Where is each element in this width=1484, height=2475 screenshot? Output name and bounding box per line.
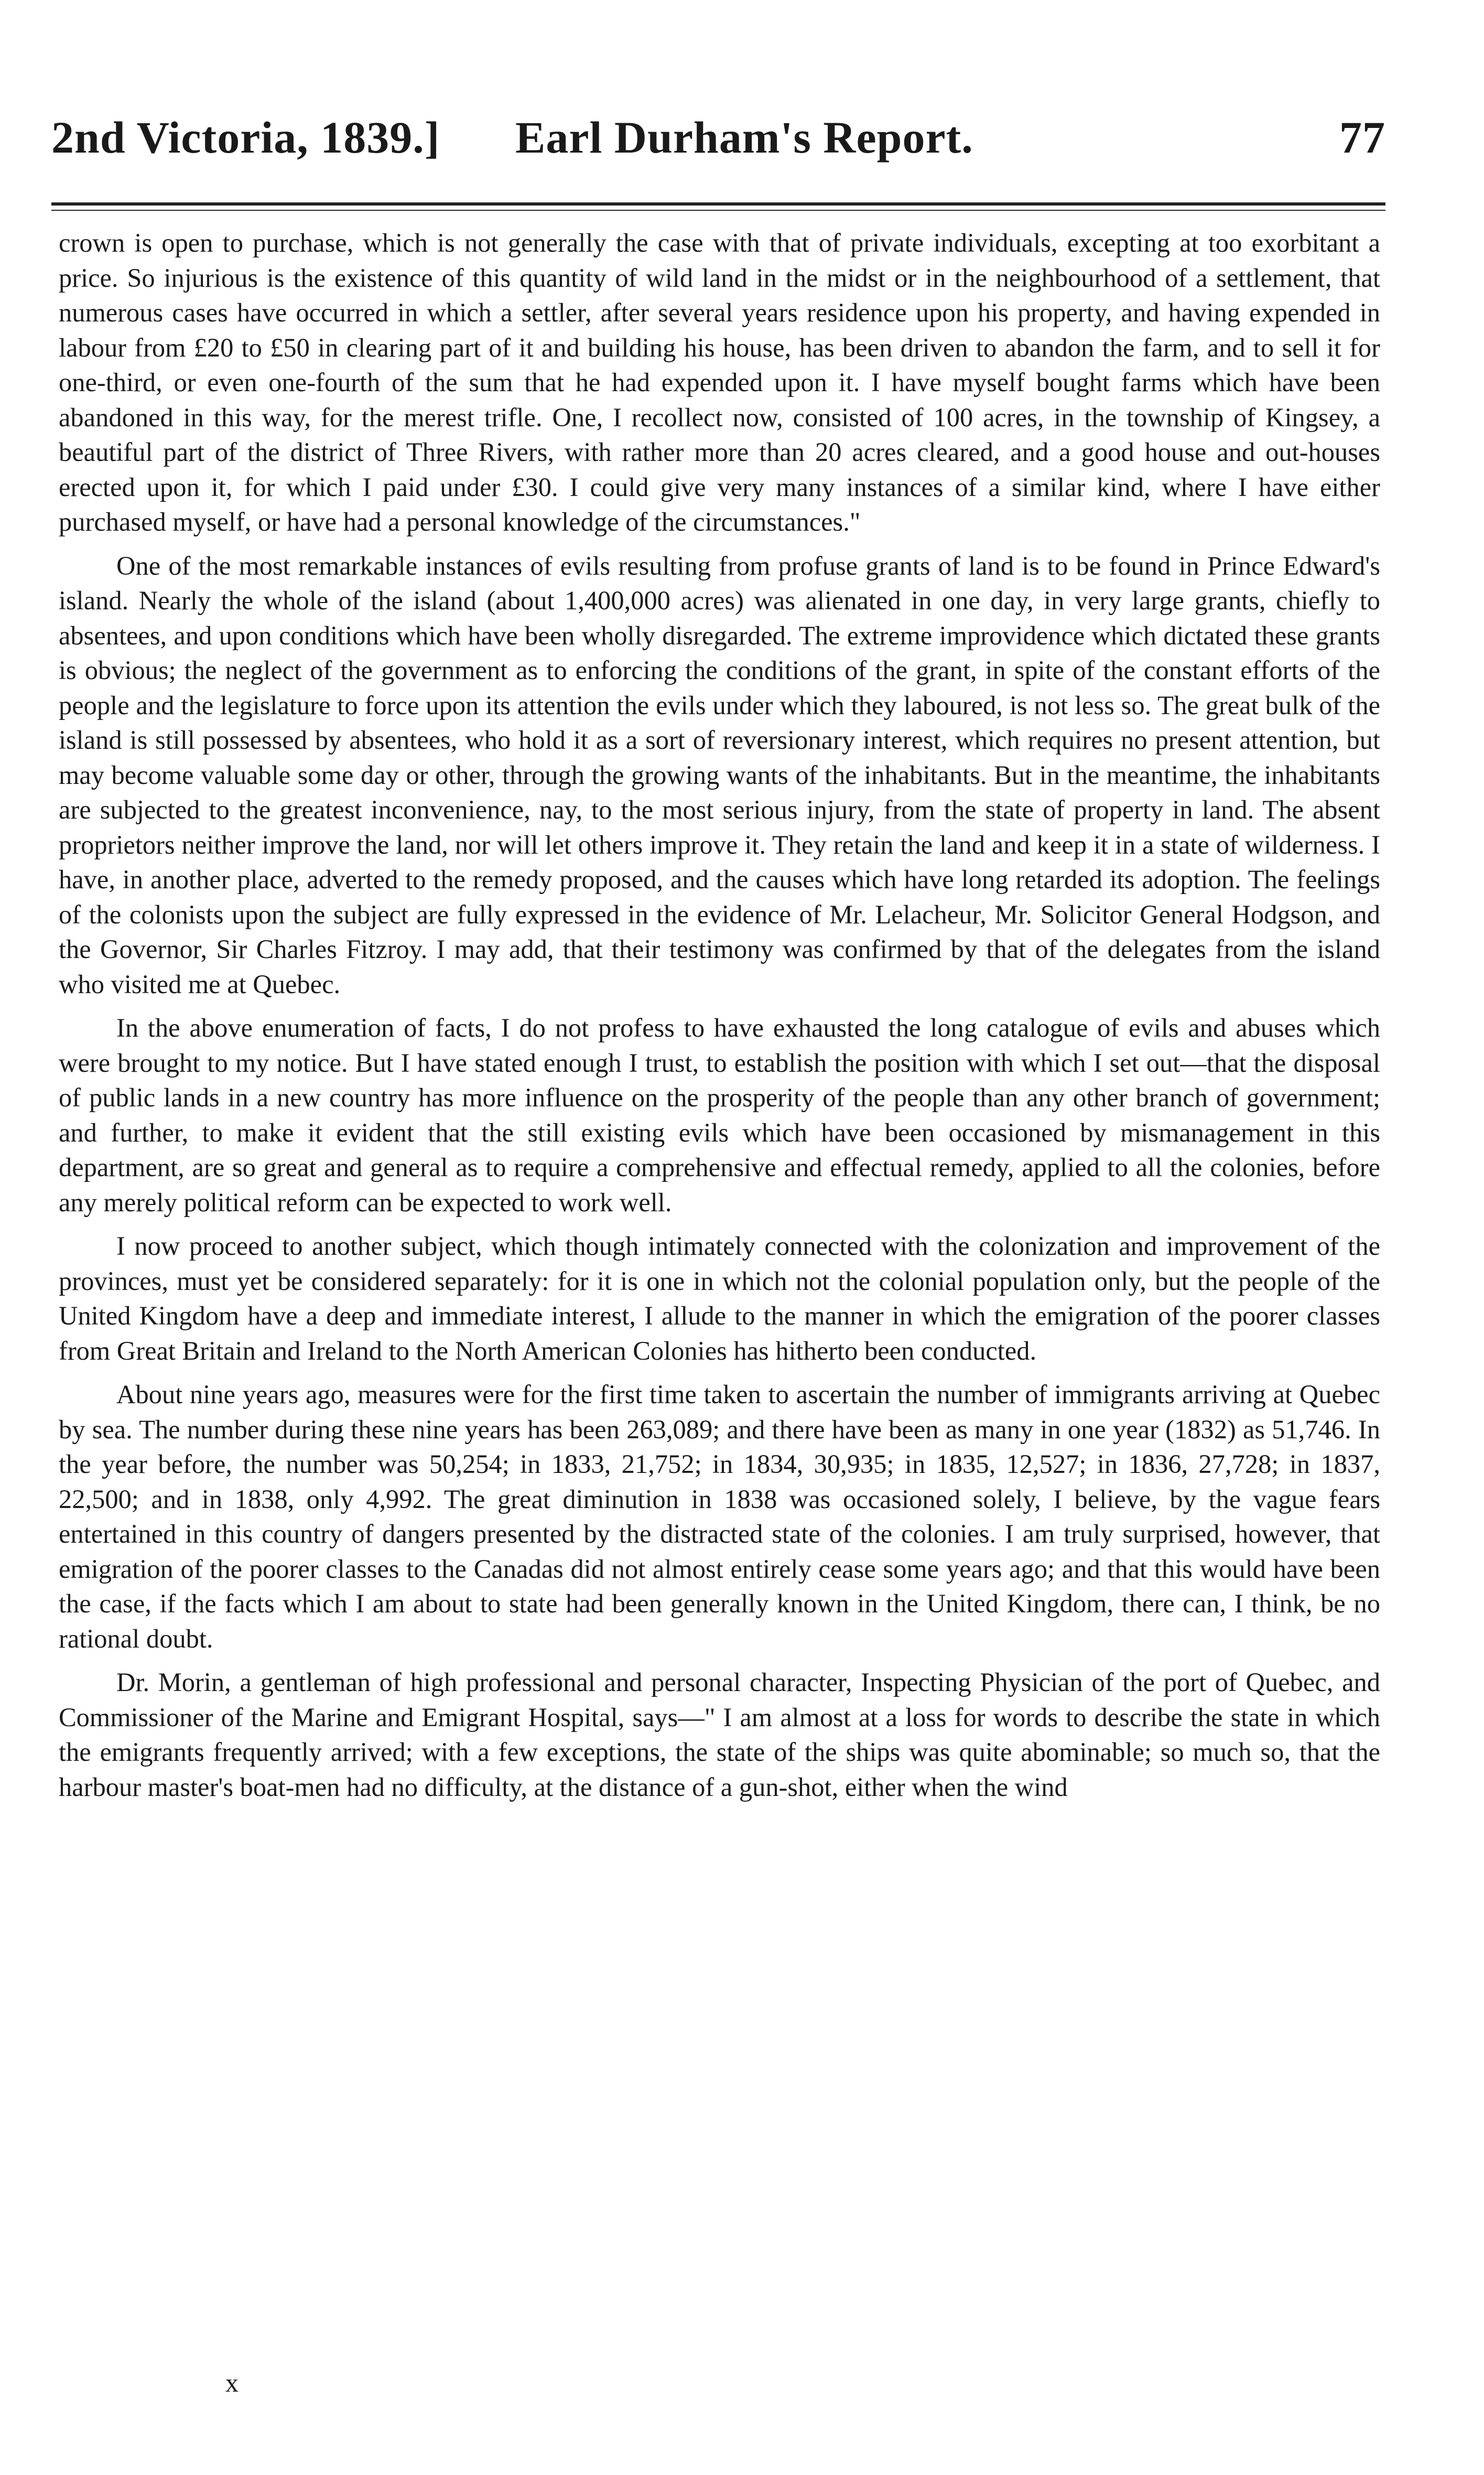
page-number: 77 bbox=[1339, 112, 1385, 163]
signature-mark: x bbox=[225, 2368, 240, 2397]
header-rule-thick bbox=[51, 202, 1385, 206]
paragraph-continued: crown is open to purchase, which is not generally the case with that of private individuals, excepting at too exorbitant a price. So injurious is the existence of this quantity of wild land in the midst or in the neighbourhood of a settlement, that numerous cases have occurred in which a settler, after several years residence upon his property, and having expended in labour from £20 to £50 in clearing part of it and building his house, has been driven to abandon the farm, and to sell it for one-third, or even one-fourth of the sum that he had expended upon it. I have myself bought farms which have been abandoned in this way, for the merest trifle. One, I recollect now, consisted of 100 acres, in the township of Kingsey, a beautiful part of the district of Three Rivers, with rather more than 20 acres cleared, and a good house and out-houses erected upon it, for which I paid under £30. I could give very many instances of a similar kind, where I have either purchased myself, or have had a personal knowledge of the circumstances." bbox=[59, 228, 1380, 536]
running-head bbox=[51, 111, 1385, 169]
paragraph-dr-morin: Dr. Morin, a gentleman of high professional and personal character, Inspecting Physician of the port of Quebec, and Commissioner of the Marine and Emigrant Hospital, says—" I am almost at a loss for words to describe the state in which the emigrants frequently arrived; with a few exceptions, the state of the ships was quite abominable; so much so, that the harbour master's boat-men had no difficulty, at the distance of a gun-shot, either when the wind bbox=[59, 1667, 1380, 1802]
paragraph-prince-edward-island: One of the most remarkable instances of evils resulting from profuse grants of land is to be found in Prince Edward's island. Nearly the whole of the island (about 1,400,000 acres) was alienated in one day, in very large grants, chiefly to absentees, and upon conditions which have been wholly disregarded. The extreme improvidence which dictated these grants is obvious; the neglect of the government as to enforcing the conditions of the grant, in spite of the constant efforts of the people and the legislature to force upon its attention the evils under which they laboured, is not less so. The great bulk of the island is still possessed by absentees, who hold it as a sort of reversionary interest, which requires no present attention, but may become valuable some day or other, through the growing wants of the inhabitants. But in the meantime, the inhabitants are subjected to the greatest inconvenience, nay, to the most serious injury, from the state of property in land. The absent proprietors neither improve the land, nor will let others improve it. They retain the land and keep it in a state of wilderness. I have, in another place, adverted to the remedy proposed, and the causes which have long retarded its adoption. The feelings of the colonists upon the subject are fully expressed in the evidence of Mr. Lelacheur, Mr. Solicitor General Hodgson, and the Governor, Sir Charles Fitzroy. I may add, that their testimony was confirmed by that of the delegates from the island who visited me at Quebec. bbox=[59, 551, 1380, 999]
paragraph-enumeration-of-facts: In the above enumeration of facts, I do not profess to have exhausted the long catalogue of evils and abuses which were brought to my notice. But I have stated enough I trust, to establish the position with which I set out—that the disposal of public lands in a new country has more influence on the prosperity of the people than any other branch of government; and further, to make it evident that the still existing evils which have been occasioned by mismanagement in this department, are so great and general as to require a comprehensive and effectual remedy, applied to all the colonies, before any merely political reform can be expected to work well. bbox=[59, 1013, 1380, 1217]
header-date: 2nd Victoria, 1839.] bbox=[51, 112, 440, 163]
body-text bbox=[59, 225, 1380, 1813]
header-rule-thin bbox=[51, 210, 1385, 211]
header-title: Earl Durham's Report. bbox=[515, 112, 973, 163]
paragraph-emigration-subject: I now proceed to another subject, which though intimately connected with the colonization and improvement of the provinces, must yet be considered separately: for it is one in which not the colonial population only, but the people of the United Kingdom have a deep and immediate interest, I allude to the manner in which the emigration of the poorer classes from Great Britain and Ireland to the North American Colonies has hitherto been conducted. bbox=[59, 1231, 1380, 1365]
paragraph-immigrant-numbers: About nine years ago, measures were for the first time taken to ascertain the number of immigrants arriving at Quebec by sea. The number during these nine years has been 263,089; and there have been as many in one year (1832) as 51,746. In the year before, the number was 50,254; in 1833, 21,752; in 1834, 30,935; in 1835, 12,527; in 1836, 27,728; in 1837, 22,500; and in 1838, only 4,992. The great diminution in 1838 was occasioned solely, I believe, by the vague fears entertained in this country of dangers presented by the distracted state of the colonies. I am truly surprised, however, that emigration of the poorer classes to the Canadas did not almost entirely cease some years ago; and that this would have been the case, if the facts which I am about to state had been generally known in the United Kingdom, there can, I think, be no rational doubt. bbox=[59, 1380, 1380, 1653]
